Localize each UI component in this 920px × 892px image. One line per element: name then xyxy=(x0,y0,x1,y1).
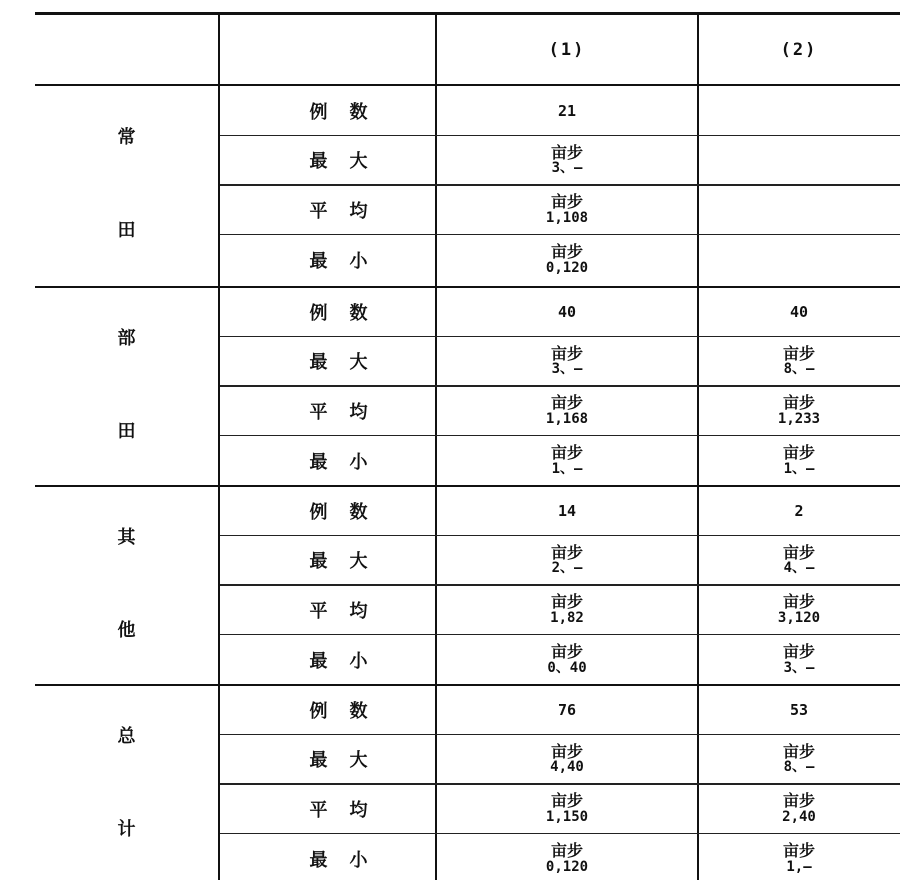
unit-label: 亩步 xyxy=(782,592,815,612)
column-header-1: (1) xyxy=(548,39,586,60)
value-number: 0、40 xyxy=(547,659,587,676)
group-name-bottom: 计 xyxy=(117,819,136,841)
value-cell-col-1 xyxy=(437,386,697,436)
value-number: 1、— xyxy=(551,460,583,477)
value-cell-col-1 xyxy=(437,235,697,285)
group-name-bottom: 他 xyxy=(117,620,136,642)
row-label: 例数 xyxy=(309,101,390,123)
value-number: 8、— xyxy=(783,361,815,378)
value-cell-col-2 xyxy=(699,185,899,235)
row-label: 例数 xyxy=(309,700,390,722)
row-label: 最小 xyxy=(309,250,390,272)
group-name-top: 部 xyxy=(117,328,136,349)
row-label: 最大 xyxy=(309,151,390,173)
unit-label: 亩步 xyxy=(782,343,815,363)
value-number: 1,150 xyxy=(545,809,589,826)
unit-label: 亩步 xyxy=(782,542,815,562)
row-label: 最大 xyxy=(309,750,390,772)
row-label: 最小 xyxy=(309,451,390,473)
unit-label: 亩步 xyxy=(782,442,815,462)
unit-label: 亩步 xyxy=(782,393,815,413)
count-cell-col-2: 2 xyxy=(794,501,804,520)
unit-label: 亩步 xyxy=(782,791,815,811)
value-cell-col-2 xyxy=(699,784,899,834)
value-number: 4、— xyxy=(783,560,815,577)
count-cell-col-2: 40 xyxy=(789,302,809,321)
value-cell-col-1 xyxy=(437,536,697,586)
count-cell-col-1: 40 xyxy=(557,302,577,321)
group-name-top: 常 xyxy=(117,127,136,148)
value-cell-col-1 xyxy=(437,834,697,884)
value-cell-col-1 xyxy=(437,436,697,486)
row-label: 平均 xyxy=(309,200,390,222)
value-number: 1、— xyxy=(783,460,815,477)
value-number: 8、— xyxy=(783,759,815,776)
value-number: 0,120 xyxy=(545,259,589,276)
value-cell-col-1 xyxy=(437,735,697,785)
value-number: 1,82 xyxy=(550,610,584,627)
count-cell-col-1: 14 xyxy=(557,501,577,520)
row-label: 例数 xyxy=(309,501,390,523)
unit-label: 亩步 xyxy=(550,343,583,363)
value-cell-col-1 xyxy=(437,635,697,685)
value-number: 4,40 xyxy=(550,759,584,776)
unit-label: 亩步 xyxy=(550,741,583,761)
row-label: 最大 xyxy=(309,551,390,573)
group-name-bottom: 田 xyxy=(117,220,136,242)
value-cell-col-1 xyxy=(437,136,697,186)
row-label: 最小 xyxy=(309,849,390,871)
row-label: 平均 xyxy=(309,600,390,622)
value-cell-col-1 xyxy=(437,185,697,235)
value-cell-col-2 xyxy=(699,386,899,436)
value-cell-col-1 xyxy=(437,337,697,387)
row-label: 例数 xyxy=(309,302,390,324)
count-cell-col-1: 76 xyxy=(557,700,577,719)
unit-label: 亩步 xyxy=(550,791,583,811)
value-number: 2,40 xyxy=(782,809,816,826)
value-number: 3,120 xyxy=(777,610,821,627)
group-name-top: 总 xyxy=(117,726,136,747)
value-cell-col-1 xyxy=(437,585,697,635)
value-cell-col-2 xyxy=(699,136,899,186)
row-label: 平均 xyxy=(309,799,390,821)
unit-label: 亩步 xyxy=(550,592,583,612)
value-cell-col-2 xyxy=(699,585,899,635)
value-number: 1,108 xyxy=(545,210,589,227)
value-cell-col-2 xyxy=(699,337,899,387)
value-number: 3、— xyxy=(551,361,583,378)
unit-label: 亩步 xyxy=(550,393,583,413)
unit-label: 亩步 xyxy=(550,442,583,462)
value-number: 3、— xyxy=(783,659,815,676)
unit-label: 亩步 xyxy=(550,241,583,261)
value-cell-col-2 xyxy=(699,436,899,486)
unit-label: 亩步 xyxy=(550,142,583,162)
unit-label: 亩步 xyxy=(782,641,815,661)
value-cell-col-1 xyxy=(437,784,697,834)
count-cell-col-2 xyxy=(699,86,899,136)
row-label: 最小 xyxy=(309,650,390,672)
row-label: 最大 xyxy=(309,352,390,374)
value-cell-col-2 xyxy=(699,735,899,785)
value-number: 3、— xyxy=(551,160,583,177)
group-name-bottom: 田 xyxy=(117,421,136,443)
count-cell-col-1: 21 xyxy=(557,101,577,120)
unit-label: 亩步 xyxy=(782,741,815,761)
unit-label: 亩步 xyxy=(550,840,583,860)
row-label: 平均 xyxy=(309,401,390,423)
count-cell-col-2: 53 xyxy=(789,700,809,719)
unit-label: 亩步 xyxy=(782,840,815,860)
column-header-2: (2) xyxy=(780,39,818,60)
value-number: 0,120 xyxy=(545,858,589,875)
value-number: 1,— xyxy=(786,858,812,875)
unit-label: 亩步 xyxy=(550,542,583,562)
value-number: 1,168 xyxy=(545,411,589,428)
value-cell-col-2 xyxy=(699,536,899,586)
value-cell-col-2 xyxy=(699,235,899,285)
unit-label: 亩步 xyxy=(550,192,583,212)
value-cell-col-2 xyxy=(699,834,899,884)
unit-label: 亩步 xyxy=(550,641,583,661)
group-name-top: 其 xyxy=(117,527,136,548)
value-number: 2、— xyxy=(551,560,583,577)
value-number: 1,233 xyxy=(777,411,821,428)
value-cell-col-2 xyxy=(699,635,899,685)
